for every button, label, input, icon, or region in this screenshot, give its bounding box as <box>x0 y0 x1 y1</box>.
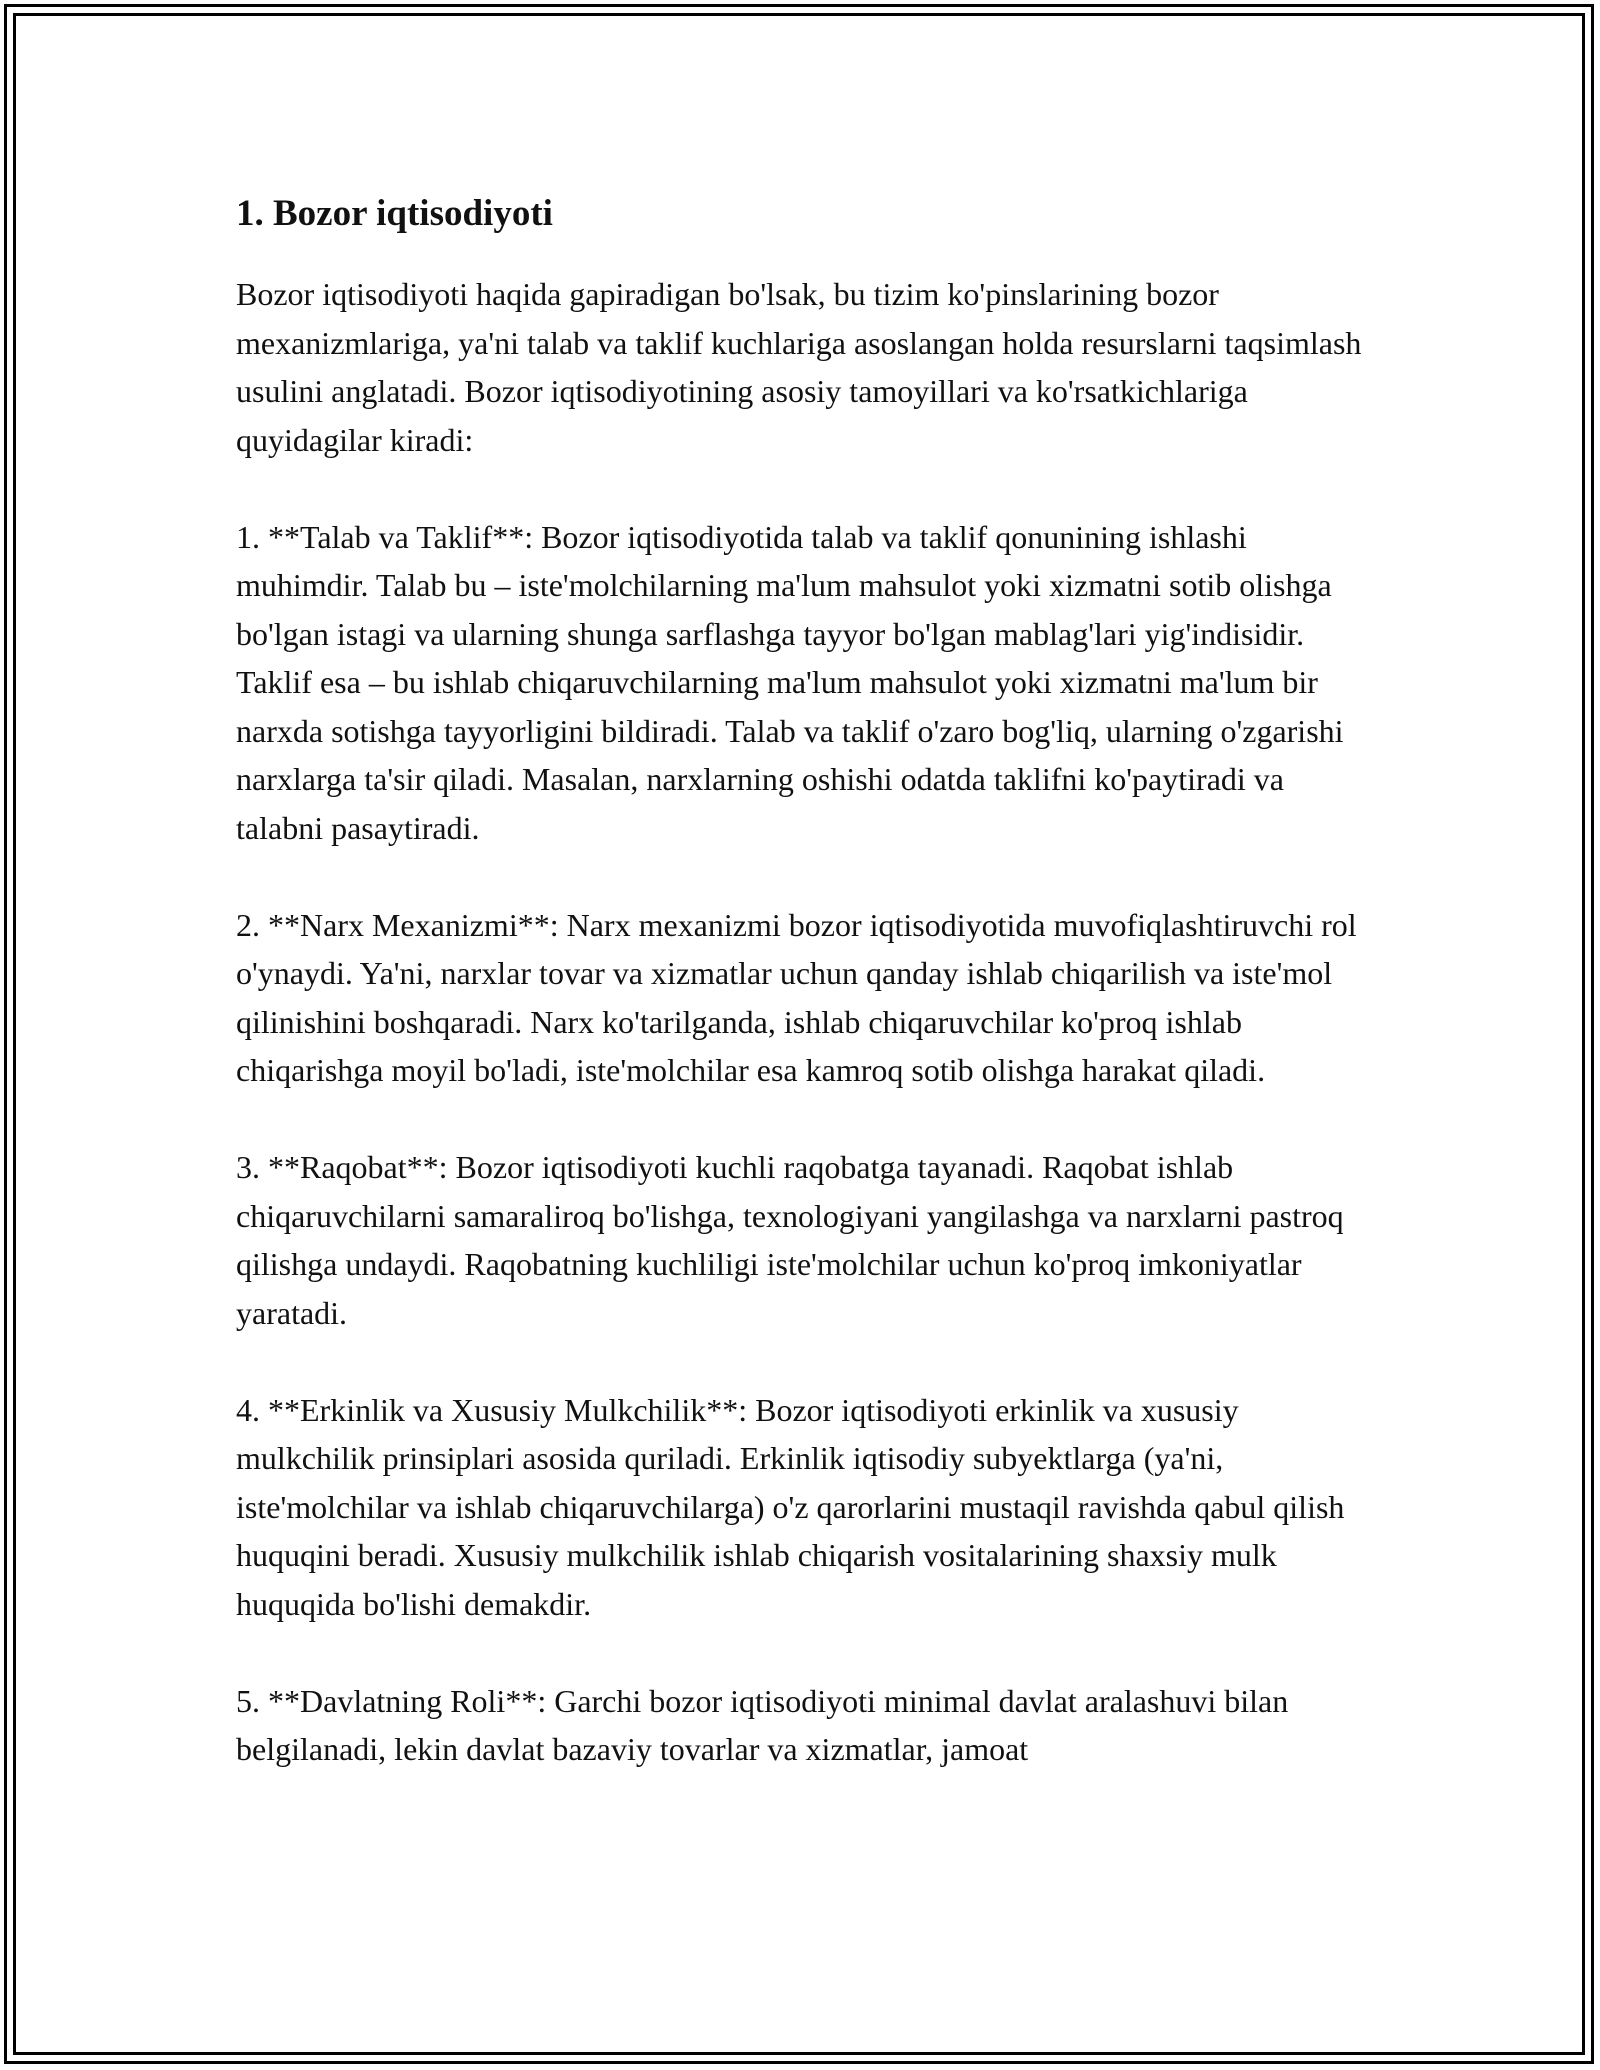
paragraph-gap <box>236 464 1376 513</box>
paragraph-gap <box>236 852 1376 901</box>
paragraph-gap <box>236 1628 1376 1677</box>
list-item-narx-mexanizmi: 2. **Narx Mexanizmi**: Narx mexanizmi bozor iqtisodiyotida muvofiqlashtiruvchi rol o'ynaydi. Ya'ni, narxlar tovar va xizmatlar uchun qanday ishlab chiqarilish va iste'mol qilinishini boshqaradi. Narx ko'tarilganda, ishlab chiqaruvchilar ko'proq ishlab chiqarishga moyil bo'ladi, iste'molchilar esa kamroq sotib olishga harakat qiladi. <box>236 906 1357 1088</box>
list-item-raqobat: 3. **Raqobat**: Bozor iqtisodiyoti kuchli raqobatga tayanadi. Raqobat ishlab chiqaruvchilarni samaraliroq bo'lishga, texnologiyani yangilashga va narxlarni pastroq qilishga undaydi. Raqobatning kuchliligi iste'molchilar uchun ko'proq imkoniyatlar yaratadi. <box>236 1149 1344 1331</box>
list-item-talab-taklif: 1. **Talab va Taklif**: Bozor iqtisodiyotida talab va taklif qonunining ishlashi muhimdir. Talab bu – iste'molchilarning ma'lum mahsulot yoki xizmatni sotib olishga bo'lgan istagi va ularning shunga sarflashga tayyor bo'lgan mablag'lari yig'indisidir. Taklif esa – bu ishlab chiqaruvchilarning ma'lum mahsulot yoki xizmatni ma'lum bir narxda sotishga tayyorligini bildiradi. Talab va taklif o'zaro bog'liq, ularning o'zgarishi narxlarga ta'sir qiladi. Masalan, narxlarning oshishi odatda taklifni ko'paytiradi va talabni pasaytiradi. <box>236 518 1344 846</box>
section-title: 1. Bozor iqtisodiyoti <box>236 193 553 234</box>
document-body <box>236 188 1376 1774</box>
paragraph-gap <box>236 1095 1376 1144</box>
list-item-erkinlik: 4. **Erkinlik va Xususiy Mulkchilik**: Bozor iqtisodiyoti erkinlik va xususiy mulkchilik prinsiplari asosida quriladi. Erkinlik iqtisodiy subyektlarga (ya'ni, iste'molchilar va ishlab chiqaruvchilarga) o'z qarorlarini mustaqil ravishda qabul qilish huquqini beradi. Xususiy mulkchilik ishlab chiqarish vositalarining shaxsiy mulk huquqida bo'lishi demakdir. <box>236 1391 1345 1622</box>
paragraph-gap <box>236 1337 1376 1386</box>
list-item-davlat-roli: 5. **Davlatning Roli**: Garchi bozor iqtisodiyoti minimal davlat aralashuvi bilan belgilanadi, lekin davlat bazaviy tovarlar va xizmatlar, jamoat <box>236 1682 1289 1767</box>
intro-paragraph: Bozor iqtisodiyoti haqida gapiradigan bo'lsak, bu tizim ko'pinslarining bozor mexanizmlariga, ya'ni talab va taklif kuchlariga asoslangan holda resurslarni taqsimlash usulini anglatadi. Bozor iqtisodiyotining asosiy tamoyillari va ko'rsatkichlariga quyidagilar kiradi: <box>236 276 1362 458</box>
